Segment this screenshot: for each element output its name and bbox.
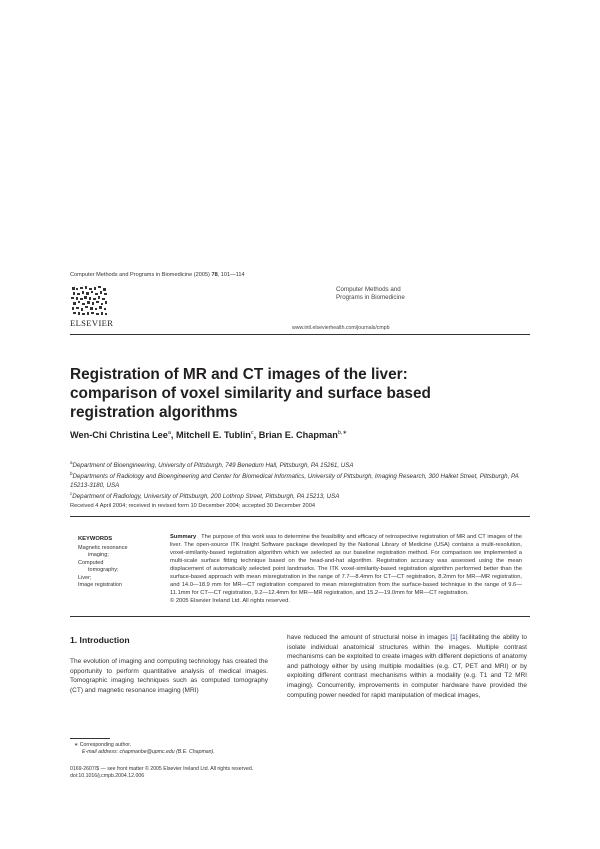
keyword-item: Image registration [78,582,123,589]
affiliation-item [70,470,530,489]
affiliation-text: Department of Radiology, University of Pittsburgh, 200 Lothrop Street, Pittsburgh, PA 15213, USA [72,492,340,500]
abstract-copyright: © 2005 Elsevier Ireland Ltd. All rights reserved. [170,598,290,605]
author-separator: , [253,430,259,441]
abstract-text: The purpose of this work was to determine the feasibility and efficacy of retrospective registration of MR and CT images of the liver. The open-source ITK Insight Software package developed by the National Library of Medicine (USA) contains a multi-resolution, voxel-similarity-based registration algorithm which we selected as our baseline registration method. For comparison we implemented a multi-scale surface fitting technique based on the head-and-hat algorithm. Registration accuracy was assessed using the mean displacement of automatically selected point landmarks. The ITK voxel-similarity-based registration algorithm performed better than the surface-based approach with mean misregistration in the range of 7.7—8.4mm for CT—CT registration, 8.2mm for MR—MR registration, and 14.0—18.9 mm for MR—CT registration compared to mean misregistration from the surface-based technique in the range of 9.6—11.1mm for CT—CT registration, 9.2—12.4mm for MR—MR registration, and 15.2—19.0mm for MR—CT registration. [170,534,522,597]
affiliation-marker: b [70,471,73,477]
journal-volume: 78 [211,272,218,278]
journal-pages: , 101—114 [217,272,245,278]
affiliation-text: Departments of Radiology and Bioengineering and Center for Biomedical Informatics, University of Pittsburgh, Imaging Research, 300 Halket Street, Pittsburgh, PA 15213-3180, USA [70,473,519,489]
journal-name-line1: Computer Methods and [336,286,401,293]
keyword-item: tomography; [88,567,119,574]
issn-line: 0169-2607/$ — see front matter © 2005 Elsevier Ireland Ltd. All rights reserved. [70,766,254,772]
corresponding-author-note: ∗ Corresponding author. [74,742,132,748]
author-list [70,430,347,440]
abstract-bottom-divider [70,616,530,617]
affiliation-marker: c [70,490,73,496]
header-divider [70,334,530,335]
journal-url-link[interactable]: www.intl.elsevierhealth.com/journals/cmpb [292,325,390,331]
journal-citation-text: Computer Methods and Programs in Biomedicine (2005) [70,272,212,278]
author-separator: , [170,430,177,441]
email-note: E-mail address: chapmanbe@upmc.edu (B.E. Chapman). [82,749,215,755]
keyword-item: Liver; [78,574,92,581]
affiliation-text: Department of Bioengineering, University of Pittsburgh, 749 Benedum Hall, Pittsburgh, PA 15261, USA [72,462,354,470]
author-affil-link[interactable]: c [250,430,254,436]
keyword-item: imaging; [88,552,109,559]
journal-name-line2: Programs in Biomedicine [336,294,405,301]
intro-text: facilitating the ability to isolate individual anatomical structures within the images. Multiple contrast mechanisms can be exploited to create images with different depictions of anatomy and pathology either by using multiple modalities (e.g. CT, PET and MRI) or by exploiting different contrast mechanisms within a modality (e.g. T1 and T2 MRI imaging). Concurrently, improvements in computer hardware have provided the computing power needed for rapid manipulation of medical images, [287,634,527,699]
received-dates: Received 4 April 2004; received in revised form 10 December 2004; accepted 30 December 2004 [70,503,316,509]
journal-name [336,286,405,302]
affiliation-marker: a [70,460,73,465]
author-affil-link[interactable]: b,∗ [337,430,348,436]
footer-copyright [70,766,370,781]
affiliation-item [70,490,530,501]
doi-link[interactable]: doi:10.1016/j.cmpb.2004.12.006 [70,773,145,780]
elsevier-tree-logo-icon [70,285,110,317]
intro-paragraph-col1: The evolution of imaging and computing technology has created the opportunity to perform quantitative analysis of medical images. Tomographic imaging techniques such as computed tomography (CT) and magnetic resonance imaging (MRI) [70,658,268,694]
footnote-divider [70,738,110,739]
publisher-name: ELSEVIER [70,318,114,328]
affiliation-item [70,459,530,470]
keywords-heading: KEYWORDS [78,536,113,542]
author-name: Wen-Chi Christina Lee [70,430,168,441]
keyword-item: Computed [78,559,104,566]
citation-link[interactable]: [1] [450,634,458,641]
intro-text: have reduced the amount of structural noise in images [287,634,451,641]
keywords-list [78,545,163,589]
author-name: Mitchell E. Tublin [176,430,251,441]
affiliations [70,459,530,501]
section-heading-introduction: 1. Introduction [70,635,130,645]
abstract [170,533,522,605]
abstract-top-divider [70,516,530,517]
abstract-label: Summary [170,534,197,540]
author-name: Brian E. Chapman [258,430,338,441]
author-affil-link[interactable]: a [167,430,171,436]
intro-paragraph-col2 [287,633,527,700]
article-title: Registration of MR and CT images of the liver: comparison of voxel similarity and surface based registration algorithms [70,366,431,421]
keyword-item: Magnetic resonance [78,545,128,551]
footnote [70,742,270,756]
journal-citation [70,272,245,278]
